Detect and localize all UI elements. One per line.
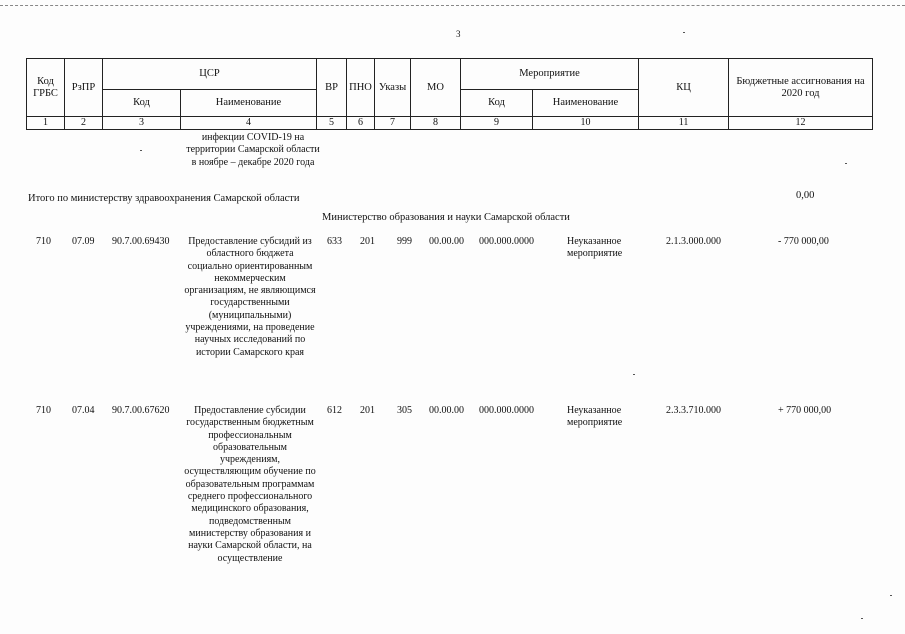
header-event-code: Код [461,90,533,117]
header-vr: ВР [317,59,347,117]
col-num: 10 [533,117,639,130]
cell-kc: 2.3.3.710.000 [666,405,721,416]
cell-amount: - 770 000,00 [778,236,829,247]
col-num: 12 [729,117,873,130]
scan-speck [845,163,847,164]
scan-speck [140,150,142,151]
scan-speck [890,595,892,596]
cell-csr-name: Предоставление субсидий из областного бюджета социально ориентированным некоммерческим организациям, не являющимся государственными (муниципальными) учреждениями, на проведение научных исследований по истории Самарского края [184,236,316,358]
continued-description: инфекции COVID-19 на территории Самарской области в ноябре – декабре 2020 года [186,132,320,168]
cell-event-name: Неуказанное мероприятие [567,405,623,429]
col-num: 4 [181,117,317,130]
col-num: 2 [65,117,103,130]
col-num: 6 [347,117,375,130]
scan-speck [683,32,685,33]
cell-vr: 612 [327,405,342,416]
cell-rzpr: 07.04 [72,405,95,416]
cell-event-code: 000.000.0000 [479,405,534,416]
total-label: Итого по министерству здравоохранения Самарской области [28,193,300,204]
header-grbs: Код ГРБС [27,59,65,117]
total-value: 0,00 [796,190,815,201]
col-num: 3 [103,117,181,130]
page-number: 3 [456,29,461,39]
cell-grbs: 710 [36,236,51,247]
header-mo: МО [411,59,461,117]
table-header [26,58,873,130]
header-ukazy: Указы [375,59,411,117]
header-csr-code: Код [103,90,181,117]
cell-ukazy: 305 [397,405,412,416]
col-num: 9 [461,117,533,130]
col-num: 8 [411,117,461,130]
col-num: 7 [375,117,411,130]
cell-rzpr: 07.09 [72,236,95,247]
cell-pno: 201 [360,405,375,416]
col-num: 11 [639,117,729,130]
col-num: 5 [317,117,347,130]
col-num: 1 [27,117,65,130]
header-budget: Бюджетные ассигнования на 2020 год [729,59,873,117]
header-event-name: Наименование [533,90,639,117]
header-event: Мероприятие [461,59,639,90]
cell-vr: 633 [327,236,342,247]
ministry-heading: Министерство образования и науки Самарской области [322,212,570,223]
scan-speck [633,374,635,375]
cell-csr-code: 90.7.00.67620 [112,405,170,416]
cell-event-name: Неуказанное мероприятие [567,236,623,260]
cell-csr-code: 90.7.00.69430 [112,236,170,247]
page-edge [0,5,905,7]
cell-grbs: 710 [36,405,51,416]
scan-speck [861,618,863,619]
cell-kc: 2.1.3.000.000 [666,236,721,247]
header-csr-name: Наименование [181,90,317,117]
cell-mo: 00.00.00 [429,236,464,247]
cell-event-code: 000.000.0000 [479,236,534,247]
header-rzpr: РзПР [65,59,103,117]
cell-mo: 00.00.00 [429,405,464,416]
header-pno: ПНО [347,59,375,117]
cell-pno: 201 [360,236,375,247]
header-csr: ЦСР [103,59,317,90]
header-kc: КЦ [639,59,729,117]
cell-csr-name: Предоставление субсидии государственным бюджетным профессиональным образовательным учреждениям, осуществляющим обучение по образовательным программам среднего профессионального медицинского образования, подведомственным министерству образования и науки Самарской области, на осуществление [184,405,316,564]
cell-ukazy: 999 [397,236,412,247]
cell-amount: + 770 000,00 [778,405,832,416]
